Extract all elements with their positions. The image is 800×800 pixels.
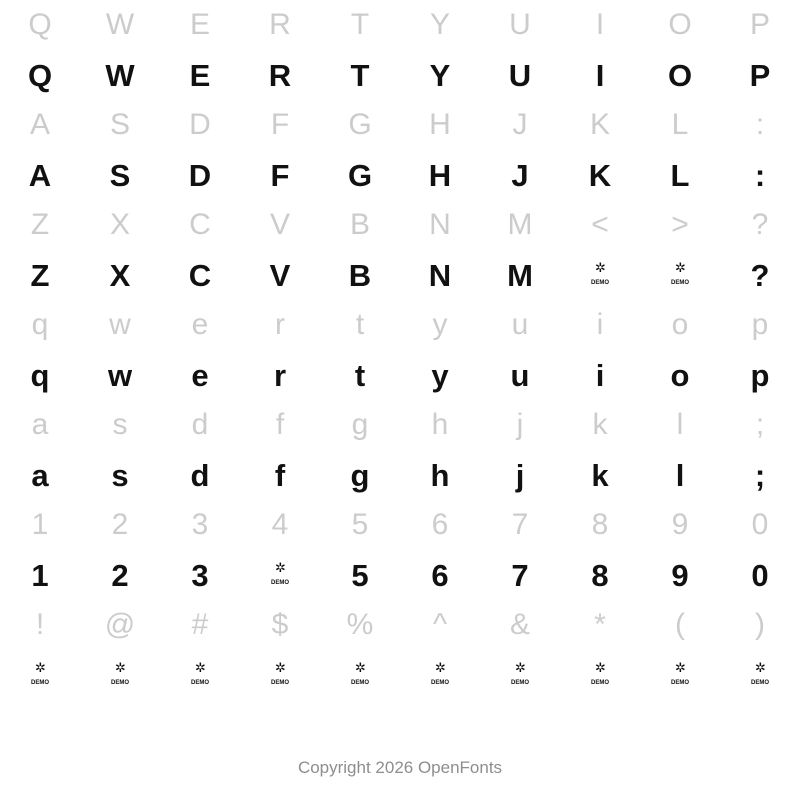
glyph-cell: P <box>749 57 771 93</box>
glyph-cell: g <box>350 457 370 493</box>
demo-notdef-icon <box>667 262 693 288</box>
glyph-cell: X <box>109 208 130 241</box>
demo-burst-icon: ✲ <box>435 661 445 676</box>
glyph-cell: h <box>431 408 449 441</box>
glyph-cell: S <box>109 157 131 193</box>
glyph-cell: q <box>30 357 50 393</box>
demo-label: DEMO <box>671 280 689 286</box>
glyph-cell: Q <box>28 8 52 41</box>
demo-label: DEMO <box>271 680 289 686</box>
glyph-cell: p <box>751 308 769 341</box>
glyph-cell: ? <box>751 208 769 241</box>
glyph-cell: Y <box>429 8 450 41</box>
demo-notdef-icon <box>667 662 693 688</box>
glyph-cell: F <box>270 108 290 141</box>
glyph-cell: % <box>346 608 374 641</box>
demo-burst-icon: ✲ <box>35 661 45 676</box>
glyph-cell: T <box>350 57 370 93</box>
demo-label: DEMO <box>591 680 609 686</box>
glyph-cell: i <box>596 308 604 341</box>
glyph-cell <box>80 650 160 700</box>
glyph-cell: a <box>31 457 49 493</box>
glyph-cell: 8 <box>591 508 609 541</box>
glyph-cell <box>640 650 720 700</box>
demo-notdef-icon <box>267 662 293 688</box>
glyph-cell: & <box>509 608 530 641</box>
glyph-cell: B <box>348 257 372 293</box>
demo-burst-icon: ✲ <box>275 561 285 576</box>
glyph-cell: 9 <box>671 557 689 593</box>
glyph-cell <box>160 650 240 700</box>
glyph-cell: D <box>188 157 212 193</box>
demo-notdef-icon <box>587 262 613 288</box>
glyph-cell: < <box>591 208 609 241</box>
specimen-row <box>0 400 800 450</box>
glyph-cell: ( <box>675 608 685 641</box>
glyph-cell <box>240 550 320 600</box>
demo-notdef-icon <box>27 662 53 688</box>
glyph-cell: Y <box>429 57 451 93</box>
glyph-cell: E <box>189 57 211 93</box>
glyph-cell: ? <box>750 257 770 293</box>
glyph-cell <box>320 650 400 700</box>
glyph-cell: U <box>509 8 531 41</box>
glyph-cell: R <box>268 57 292 93</box>
glyph-cell: 0 <box>751 557 769 593</box>
glyph-cell: j <box>516 408 524 441</box>
glyph-cell <box>400 650 480 700</box>
glyph-cell: 9 <box>671 508 689 541</box>
glyph-cell: Q <box>27 57 53 93</box>
demo-label: DEMO <box>511 680 529 686</box>
demo-notdef-icon <box>347 662 373 688</box>
glyph-cell: 2 <box>111 557 129 593</box>
demo-burst-icon: ✲ <box>115 661 125 676</box>
demo-burst-icon: ✲ <box>595 261 605 276</box>
glyph-cell: y <box>432 308 448 341</box>
glyph-cell: p <box>750 357 770 393</box>
glyph-cell: > <box>671 208 689 241</box>
glyph-cell: G <box>347 157 373 193</box>
glyph-cell: C <box>188 257 212 293</box>
glyph-cell: Z <box>30 257 50 293</box>
specimen-row <box>0 200 800 250</box>
glyph-cell: o <box>670 357 690 393</box>
glyph-cell: E <box>189 8 210 41</box>
glyph-cell: 3 <box>191 557 209 593</box>
demo-label: DEMO <box>351 680 369 686</box>
specimen-row <box>0 250 800 300</box>
demo-burst-icon: ✲ <box>355 661 365 676</box>
glyph-cell: F <box>270 157 290 193</box>
demo-burst-icon: ✲ <box>595 661 605 676</box>
glyph-cell: S <box>109 108 130 141</box>
specimen-row <box>0 300 800 350</box>
glyph-cell: a <box>31 408 49 441</box>
glyph-cell: k <box>591 457 609 493</box>
glyph-cell: y <box>431 357 449 393</box>
demo-burst-icon: ✲ <box>515 661 525 676</box>
specimen-row <box>0 50 800 100</box>
glyph-cell: u <box>510 357 530 393</box>
specimen-row <box>0 350 800 400</box>
glyph-cell: d <box>191 408 209 441</box>
specimen-row <box>0 650 800 700</box>
specimen-row <box>0 600 800 650</box>
glyph-cell: P <box>749 8 770 41</box>
glyph-cell: r <box>273 357 287 393</box>
glyph-cell: I <box>595 8 605 41</box>
glyph-cell: 1 <box>31 508 49 541</box>
glyph-cell: 6 <box>431 557 449 593</box>
glyph-cell: r <box>275 308 285 341</box>
demo-notdef-icon <box>587 662 613 688</box>
glyph-cell: ^ <box>432 608 448 641</box>
glyph-cell: N <box>428 257 452 293</box>
glyph-cell: $ <box>271 608 289 641</box>
glyph-cell: 5 <box>351 508 369 541</box>
glyph-cell: g <box>351 408 369 441</box>
glyph-cell: 7 <box>511 508 529 541</box>
glyph-cell: B <box>349 208 370 241</box>
demo-label: DEMO <box>271 580 289 586</box>
glyph-cell: 8 <box>591 557 609 593</box>
glyph-cell: t <box>354 357 366 393</box>
glyph-cell: # <box>191 608 209 641</box>
demo-notdef-icon <box>507 662 533 688</box>
glyph-cell: V <box>269 208 290 241</box>
glyph-cell: l <box>676 408 684 441</box>
glyph-cell: i <box>595 357 605 393</box>
specimen-row <box>0 500 800 550</box>
demo-burst-icon: ✲ <box>675 261 685 276</box>
glyph-cell: u <box>511 308 529 341</box>
glyph-cell <box>480 650 560 700</box>
glyph-cell: : <box>754 157 766 193</box>
glyph-cell: D <box>189 108 211 141</box>
glyph-cell: d <box>190 457 210 493</box>
glyph-cell: s <box>112 408 128 441</box>
demo-notdef-icon <box>427 662 453 688</box>
glyph-cell: J <box>511 157 529 193</box>
demo-label: DEMO <box>111 680 129 686</box>
demo-notdef-icon <box>107 662 133 688</box>
glyph-cell: ; <box>754 457 766 493</box>
glyph-cell: A <box>28 157 52 193</box>
glyph-cell: T <box>350 8 370 41</box>
glyph-cell: @ <box>104 608 136 641</box>
glyph-cell <box>640 250 720 300</box>
glyph-cell: W <box>105 8 135 41</box>
glyph-cell: J <box>512 108 528 141</box>
glyph-cell: s <box>111 457 129 493</box>
glyph-cell: 6 <box>431 508 449 541</box>
glyph-cell: t <box>355 308 365 341</box>
glyph-cell: f <box>275 408 285 441</box>
glyph-cell: H <box>428 157 452 193</box>
glyph-cell: W <box>105 57 135 93</box>
demo-notdef-icon <box>187 662 213 688</box>
glyph-cell: C <box>189 208 211 241</box>
demo-burst-icon: ✲ <box>195 661 205 676</box>
glyph-cell <box>560 650 640 700</box>
demo-burst-icon: ✲ <box>275 661 285 676</box>
demo-label: DEMO <box>671 680 689 686</box>
glyph-cell: L <box>671 108 689 141</box>
demo-label: DEMO <box>431 680 449 686</box>
glyph-cell: M <box>507 257 533 293</box>
copyright-footer: Copyright 2026 OpenFonts <box>297 758 503 777</box>
glyph-cell: 4 <box>271 508 289 541</box>
glyph-cell: j <box>515 457 525 493</box>
glyph-cell: 1 <box>31 557 49 593</box>
glyph-cell: h <box>430 457 450 493</box>
demo-burst-icon: ✲ <box>755 661 765 676</box>
specimen-row <box>0 0 800 50</box>
glyph-cell: N <box>429 208 451 241</box>
glyph-cell: I <box>595 57 605 93</box>
glyph-cell: ) <box>755 608 765 641</box>
glyph-cell: * <box>594 608 606 641</box>
glyph-cell: f <box>274 457 286 493</box>
glyph-cell: L <box>670 157 690 193</box>
glyph-cell: k <box>592 408 608 441</box>
glyph-cell: 7 <box>511 557 529 593</box>
glyph-cell: 2 <box>111 508 129 541</box>
glyph-cell: o <box>671 308 689 341</box>
glyph-cell: V <box>269 257 291 293</box>
glyph-cell: X <box>109 257 131 293</box>
demo-label: DEMO <box>191 680 209 686</box>
specimen-row <box>0 100 800 150</box>
specimen-row <box>0 450 800 500</box>
glyph-cell: M <box>507 208 533 241</box>
demo-label: DEMO <box>591 280 609 286</box>
glyph-cell: l <box>675 457 685 493</box>
glyph-cell <box>560 250 640 300</box>
glyph-cell: G <box>348 108 372 141</box>
glyph-cell: e <box>191 308 209 341</box>
glyph-cell <box>0 650 80 700</box>
glyph-cell: O <box>668 8 692 41</box>
glyph-cell: w <box>107 357 133 393</box>
glyph-cell: q <box>31 308 49 341</box>
demo-label: DEMO <box>751 680 769 686</box>
glyph-cell: Z <box>30 208 50 241</box>
glyph-cell <box>720 650 800 700</box>
glyph-cell: A <box>29 108 50 141</box>
glyph-cell: 0 <box>751 508 769 541</box>
glyph-cell: R <box>269 8 291 41</box>
glyph-cell: K <box>588 157 612 193</box>
demo-notdef-icon <box>267 562 293 588</box>
demo-burst-icon: ✲ <box>675 661 685 676</box>
demo-notdef-icon <box>747 662 773 688</box>
glyph-cell: ! <box>35 608 45 641</box>
glyph-cell: K <box>589 108 610 141</box>
glyph-cell: U <box>508 57 532 93</box>
glyph-cell: e <box>191 357 209 393</box>
glyph-cell: 5 <box>351 557 369 593</box>
specimen-row <box>0 150 800 200</box>
specimen-row <box>0 550 800 600</box>
glyph-cell <box>240 650 320 700</box>
glyph-cell: 3 <box>191 508 209 541</box>
glyph-cell: H <box>429 108 451 141</box>
glyph-cell: w <box>109 308 131 341</box>
glyph-cell: : <box>755 108 765 141</box>
demo-label: DEMO <box>31 680 49 686</box>
glyph-cell: ; <box>755 408 765 441</box>
glyph-cell: O <box>667 57 693 93</box>
